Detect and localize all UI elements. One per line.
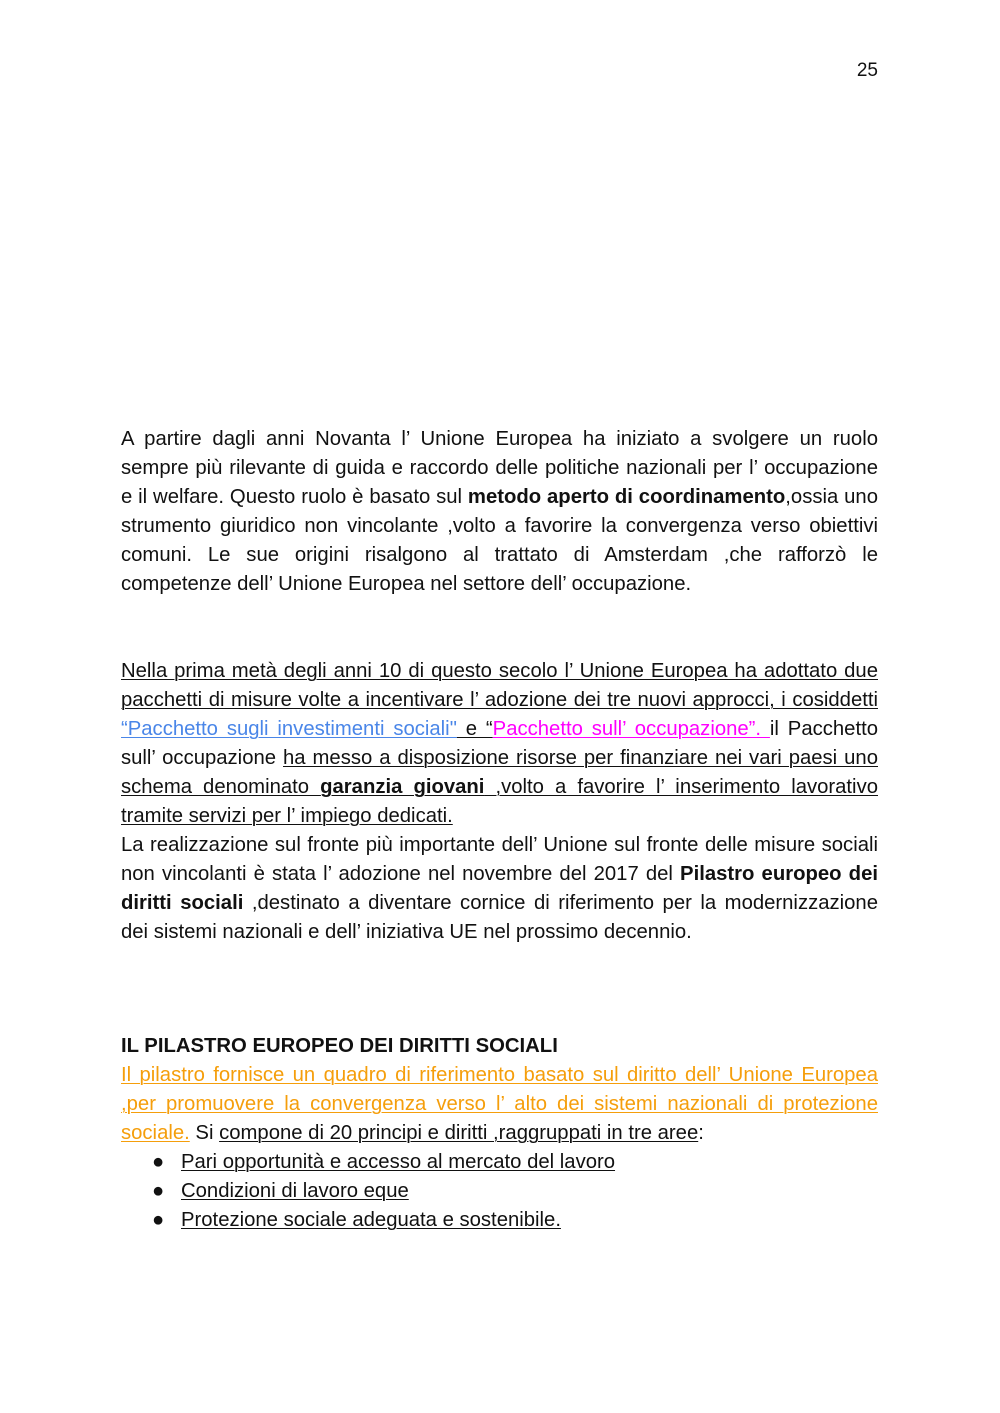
paragraph-intro [121, 425, 878, 599]
paragraph-text: ,destinato a diventare cornice di riferimento per la modernizzazione dei sistemi nazionali e dell’ iniziativa UE nel prossimo decennio. [121, 892, 878, 943]
page-number: 25 [856, 60, 878, 81]
bold-term: metodo aperto di coordinamento [467, 486, 786, 508]
section-intro [121, 1061, 878, 1148]
link-pacchetto-investimenti[interactable]: “Pacchetto sugli investimenti sociali" [121, 718, 457, 740]
underlined-text: ha messo a disposizione risorse per finanziare nei vari paesi uno schema denominato [121, 747, 878, 798]
paragraph-text: : [698, 1122, 704, 1144]
list-item-text: Condizioni di lavoro eque [181, 1180, 409, 1202]
underlined-text: e “ [456, 718, 493, 740]
list-item [121, 1148, 878, 1177]
paragraph-text: il Pacchetto sull’ occupazione [121, 718, 878, 769]
bullet-icon: ● [152, 1151, 165, 1173]
highlighted-text: Il pilastro fornisce un quadro di riferimento basato sul diritto dell’ Unione Europea ,per promuovere la convergenza verso l’ alto dei sistemi nazionali di protezione sociale. [121, 1064, 878, 1144]
paragraph-pilastro [121, 831, 878, 947]
bullet-icon: ● [152, 1180, 165, 1202]
list-item-text: Protezione sociale adeguata e sostenibile. [181, 1209, 561, 1231]
underlined-text: compone di 20 principi e diritti ,raggruppati in tre aree [219, 1122, 699, 1144]
bullet-list [121, 1148, 878, 1235]
bullet-icon: ● [152, 1209, 165, 1231]
bold-term: Pilastro europeo dei diritti sociali [121, 863, 878, 914]
underlined-text: Nella prima metà degli anni 10 di questo secolo l’ Unione Europea ha adottato due pacchetti di misure volte a incentivare l’ adozione dei tre nuovi approcci, i cosiddetti [121, 660, 878, 711]
list-item [121, 1206, 878, 1235]
list-item [121, 1177, 878, 1206]
bold-term: garanzia giovani [320, 776, 485, 798]
paragraph-text: Si [189, 1122, 220, 1144]
paragraph-text: ,ossia uno strumento giuridico non vincolante ,volto a favorire la convergenza verso obiettivi comuni. Le sue origini risalgono al trattato di Amsterdam ,che rafforzò le competenze dell’ Unione Europea nel settore dell’ occupazione. [121, 486, 878, 595]
paragraph-text: La realizzazione sul fronte più importante dell’ Unione sul fronte delle misure sociali non vincolanti è stata l’ adozione nel novembre del 2017 del [121, 834, 878, 885]
paragraph-packages [121, 657, 878, 831]
section-heading: IL PILASTRO EUROPEO DEI DIRITTI SOCIALI [121, 1035, 558, 1057]
paragraph-text: A partire dagli anni Novanta l’ Unione Europea ha iniziato a svolgere un ruolo sempre più rilevante di guida e raccordo delle politiche nazionali per l’ occupazione e il welfare. Questo ruolo è basato sul [121, 428, 878, 508]
list-item-text: Pari opportunità e accesso al mercato del lavoro [181, 1151, 616, 1173]
link-pacchetto-occupazione[interactable]: Pacchetto sull’ occupazione”. [492, 718, 770, 740]
section-pilastro [121, 1032, 878, 1235]
paragraph-group [121, 657, 878, 947]
underlined-text: ,volto a favorire l’ inserimento lavorativo tramite servizi per l’ impiego dedicati. [121, 776, 878, 827]
